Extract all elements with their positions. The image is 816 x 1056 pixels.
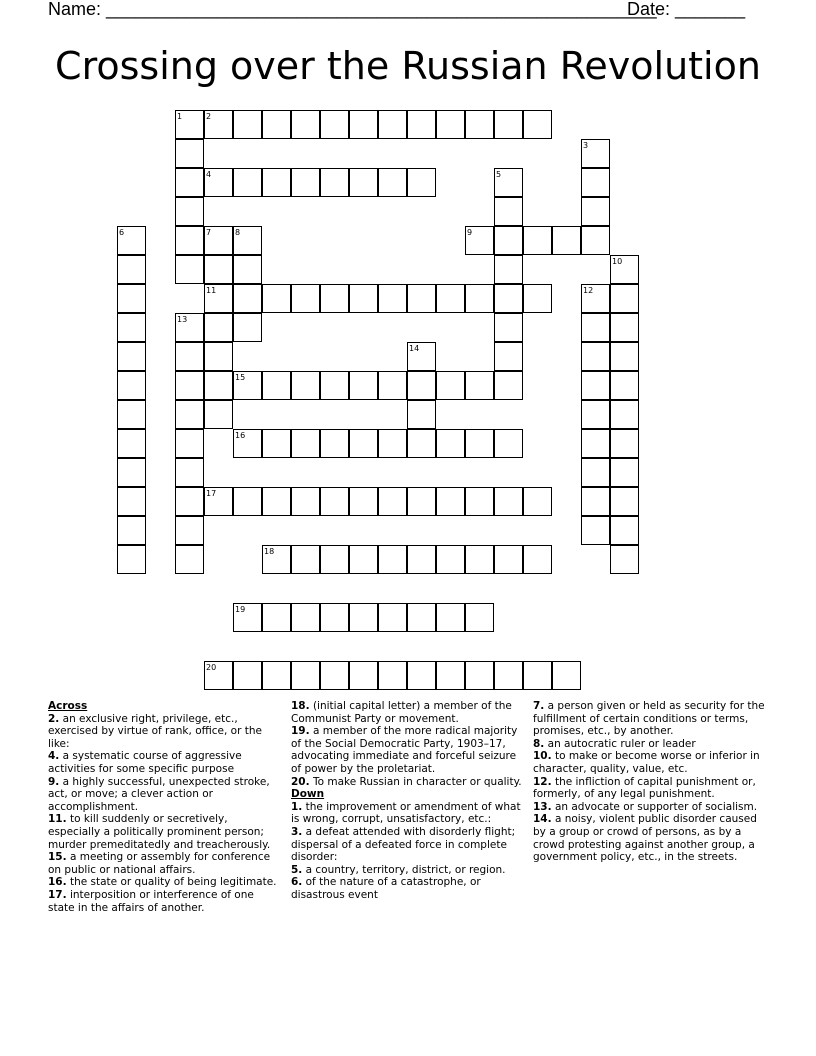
clues-column-1 <box>48 700 280 914</box>
grid-cell[interactable] <box>262 429 291 458</box>
grid-cell[interactable] <box>581 458 610 487</box>
clue-text: to kill suddenly or secretively, especially a politically prominent person; murder premeditatedly and treacherously. <box>48 813 271 851</box>
clue-text: to make or become worse or inferior in character, quality, value, etc. <box>533 750 760 775</box>
grid-cell[interactable] <box>523 661 552 690</box>
grid-cell[interactable] <box>320 110 349 139</box>
clue-number: 4. <box>48 750 60 763</box>
grid-cell[interactable] <box>494 110 523 139</box>
grid-cell[interactable] <box>465 545 494 574</box>
clue-number: 10. <box>533 750 552 763</box>
grid-cell[interactable] <box>175 168 204 197</box>
clues-column-2 <box>291 700 523 902</box>
grid-cell[interactable] <box>581 342 610 371</box>
grid-cell[interactable] <box>581 429 610 458</box>
down-heading: Down <box>291 788 325 801</box>
down-clue <box>291 864 523 877</box>
grid-cell[interactable] <box>552 661 581 690</box>
grid-cell[interactable] <box>320 371 349 400</box>
clue-number-label: 2 <box>206 112 212 121</box>
grid-cell[interactable] <box>117 429 146 458</box>
clue-number-label: 4 <box>206 170 212 179</box>
clue-number: 3. <box>291 825 303 838</box>
grid-cell[interactable] <box>494 284 523 313</box>
clue-number-label: 3 <box>583 141 589 150</box>
grid-cell[interactable] <box>262 661 291 690</box>
grid-cell[interactable] <box>349 110 378 139</box>
grid-cell[interactable] <box>175 139 204 168</box>
clue-number-label: 9 <box>467 228 473 237</box>
clue-number-label: 18 <box>264 547 275 556</box>
grid-cell[interactable] <box>523 545 552 574</box>
down-clue <box>291 876 523 901</box>
grid-cell[interactable] <box>378 487 407 516</box>
grid-cell[interactable] <box>610 400 639 429</box>
clue-number: 18. <box>291 700 310 712</box>
grid-cell[interactable] <box>610 284 639 313</box>
grid-cell[interactable] <box>349 661 378 690</box>
clue-number-label: 7 <box>206 228 212 237</box>
grid-cell[interactable] <box>523 487 552 516</box>
across-clue <box>291 776 523 789</box>
clue-number-label: 17 <box>206 489 217 498</box>
across-clue <box>48 851 280 876</box>
grid-cell[interactable] <box>291 168 320 197</box>
grid-cell[interactable] <box>117 487 146 516</box>
grid-cell[interactable] <box>175 342 204 371</box>
grid-cell[interactable] <box>233 284 262 313</box>
across-clue <box>48 889 280 914</box>
grid-cell[interactable] <box>465 603 494 632</box>
grid-cell[interactable] <box>291 603 320 632</box>
grid-cell[interactable] <box>349 487 378 516</box>
grid-cell[interactable] <box>494 661 523 690</box>
grid-cell[interactable] <box>233 487 262 516</box>
grid-cell[interactable] <box>320 168 349 197</box>
grid-cell[interactable] <box>117 400 146 429</box>
grid-cell[interactable] <box>175 371 204 400</box>
grid-cell[interactable] <box>436 545 465 574</box>
clue-text: the state or quality of being legitimate. <box>66 876 277 889</box>
grid-cell[interactable] <box>465 110 494 139</box>
grid-cell[interactable] <box>378 429 407 458</box>
grid-cell[interactable] <box>378 545 407 574</box>
grid-cell[interactable] <box>407 371 436 400</box>
clue-text: a highly successful, unexpected stroke, act, or move; a clever action or accomplishment. <box>48 775 270 813</box>
clue-text: a member of the more radical majority of the Social Democratic Party, 1903–17, advocating immediate and forceful seizure of power by the proletariat. <box>291 725 518 775</box>
grid-cell[interactable] <box>407 429 436 458</box>
clue-text: an exclusive right, privilege, etc., exercised by virtue of rank, office, or the like: <box>48 712 262 750</box>
clue-text: the improvement or amendment of what is wrong, corrupt, unsatisfactory, etc.: <box>291 800 521 826</box>
clue-number-label: 15 <box>235 373 246 382</box>
grid-cell[interactable] <box>436 371 465 400</box>
across-clue <box>291 725 523 775</box>
grid-cell[interactable] <box>494 545 523 574</box>
grid-cell[interactable] <box>581 313 610 342</box>
clue-text: a noisy, violent public disorder caused by a group or crowd of persons, as by a crowd protesting against another group, a government policy, etc., in the streets. <box>533 813 757 864</box>
grid-cell[interactable] <box>262 284 291 313</box>
clue-number: 5. <box>291 863 303 876</box>
clue-number-label: 14 <box>409 344 420 353</box>
grid-cell[interactable] <box>117 313 146 342</box>
down-clue <box>533 813 769 863</box>
page-title: Crossing over the Russian Revolution <box>55 44 761 88</box>
grid-cell[interactable] <box>494 313 523 342</box>
clue-number: 8. <box>533 737 545 750</box>
grid-cell[interactable] <box>610 516 639 545</box>
grid-cell[interactable] <box>291 371 320 400</box>
clue-number: 12. <box>533 775 552 788</box>
grid-cell[interactable] <box>204 371 233 400</box>
grid-cell[interactable] <box>407 545 436 574</box>
clue-number-label: 13 <box>177 315 188 324</box>
grid-cell[interactable] <box>610 429 639 458</box>
grid-cell[interactable] <box>204 342 233 371</box>
clue-number-label: 6 <box>119 228 125 237</box>
grid-cell[interactable] <box>204 400 233 429</box>
grid-cell[interactable] <box>494 197 523 226</box>
grid-cell[interactable] <box>581 400 610 429</box>
grid-cell[interactable] <box>262 487 291 516</box>
clue-text: a defeat attended with disorderly flight; dispersal of a defeated force in complete disorder: <box>291 825 516 864</box>
clue-number: 7. <box>533 700 545 712</box>
grid-cell[interactable] <box>262 168 291 197</box>
clue-number: 9. <box>48 775 60 788</box>
grid-cell[interactable] <box>581 226 610 255</box>
across-clue <box>291 700 523 725</box>
clue-number-label: 1 <box>177 112 183 121</box>
grid-cell[interactable] <box>117 255 146 284</box>
grid-cell[interactable] <box>494 226 523 255</box>
across-clue <box>48 776 280 814</box>
grid-cell[interactable] <box>523 226 552 255</box>
grid-cell[interactable] <box>175 197 204 226</box>
grid-cell[interactable] <box>407 661 436 690</box>
grid-cell[interactable] <box>407 110 436 139</box>
grid-cell[interactable] <box>378 371 407 400</box>
across-clue <box>48 713 280 751</box>
clue-number-label: 11 <box>206 286 217 295</box>
grid-cell[interactable] <box>436 429 465 458</box>
clue-number-label: 8 <box>235 228 241 237</box>
grid-cell[interactable] <box>407 284 436 313</box>
clue-number: 1. <box>291 800 303 813</box>
grid-cell[interactable] <box>465 487 494 516</box>
grid-cell[interactable] <box>320 661 349 690</box>
clue-number: 6. <box>291 876 303 889</box>
grid-cell[interactable] <box>494 487 523 516</box>
grid-cell[interactable] <box>436 661 465 690</box>
down-clue <box>533 750 769 775</box>
grid-cell[interactable] <box>291 545 320 574</box>
clue-text: a country, territory, district, or region. <box>302 863 506 876</box>
grid-cell[interactable] <box>349 371 378 400</box>
grid-cell[interactable] <box>523 284 552 313</box>
grid-cell[interactable] <box>320 603 349 632</box>
clue-number: 20. <box>291 775 310 788</box>
down-clue <box>533 801 769 814</box>
clue-text: of the nature of a catastrophe, or disastrous event <box>291 876 481 901</box>
clue-text: the infliction of capital punishment or, formerly, of any legal punishment. <box>533 775 756 801</box>
grid-cell[interactable] <box>407 400 436 429</box>
grid-cell[interactable] <box>175 226 204 255</box>
across-heading: Across <box>48 700 88 712</box>
grid-cell[interactable] <box>407 487 436 516</box>
grid-cell[interactable] <box>175 400 204 429</box>
grid-cell[interactable] <box>291 110 320 139</box>
grid-cell[interactable] <box>291 284 320 313</box>
grid-cell[interactable] <box>610 342 639 371</box>
clue-number: 16. <box>48 876 67 889</box>
grid-cell[interactable] <box>117 516 146 545</box>
grid-cell[interactable] <box>262 603 291 632</box>
grid-cell[interactable] <box>581 197 610 226</box>
grid-cell[interactable] <box>436 603 465 632</box>
grid-cell[interactable] <box>610 487 639 516</box>
grid-cell[interactable] <box>291 661 320 690</box>
grid-cell[interactable] <box>291 487 320 516</box>
clue-number: 19. <box>291 725 310 738</box>
clue-number: 2. <box>48 712 60 725</box>
grid-cell[interactable] <box>581 371 610 400</box>
grid-cell[interactable] <box>610 545 639 574</box>
clue-text: an autocratic ruler or leader <box>544 737 696 750</box>
grid-cell[interactable] <box>465 429 494 458</box>
grid-cell[interactable] <box>465 661 494 690</box>
grid-cell[interactable] <box>523 110 552 139</box>
clue-number-label: 19 <box>235 605 246 614</box>
grid-cell[interactable] <box>465 371 494 400</box>
grid-cell[interactable] <box>117 371 146 400</box>
clue-number: 17. <box>48 888 67 901</box>
clue-text: a systematic course of aggressive activities for some specific purpose <box>48 750 242 775</box>
clues-column-3 <box>533 700 769 864</box>
grid-cell[interactable] <box>349 284 378 313</box>
down-clue <box>291 801 523 826</box>
grid-cell[interactable] <box>291 429 320 458</box>
grid-cell[interactable] <box>378 603 407 632</box>
grid-cell[interactable] <box>436 110 465 139</box>
grid-cell[interactable] <box>407 603 436 632</box>
grid-cell[interactable] <box>175 487 204 516</box>
grid-cell[interactable] <box>117 342 146 371</box>
grid-cell[interactable] <box>465 284 494 313</box>
grid-cell[interactable] <box>378 110 407 139</box>
grid-cell[interactable] <box>320 545 349 574</box>
grid-cell[interactable] <box>610 371 639 400</box>
across-clue <box>48 813 280 851</box>
grid-cell[interactable] <box>494 342 523 371</box>
grid-cell[interactable] <box>378 661 407 690</box>
clue-number-label: 5 <box>496 170 502 179</box>
grid-cell[interactable] <box>175 458 204 487</box>
clue-number: 14. <box>533 813 552 826</box>
grid-cell[interactable] <box>175 255 204 284</box>
grid-cell[interactable] <box>494 371 523 400</box>
grid-cell[interactable] <box>378 168 407 197</box>
down-clue <box>533 776 769 801</box>
clue-text: (initial capital letter) a member of the Communist Party or movement. <box>291 700 512 725</box>
grid-cell[interactable] <box>233 255 262 284</box>
grid-cell[interactable] <box>349 603 378 632</box>
grid-cell[interactable] <box>320 429 349 458</box>
grid-cell[interactable] <box>117 284 146 313</box>
grid-cell[interactable] <box>262 371 291 400</box>
down-clue <box>291 826 523 864</box>
grid-cell[interactable] <box>349 168 378 197</box>
grid-cell[interactable] <box>117 458 146 487</box>
grid-cell[interactable] <box>233 168 262 197</box>
down-clue <box>533 738 769 751</box>
grid-cell[interactable] <box>320 487 349 516</box>
grid-cell[interactable] <box>117 545 146 574</box>
down-clue <box>533 700 769 738</box>
grid-cell[interactable] <box>233 313 262 342</box>
clue-text: To make Russian in character or quality. <box>309 775 522 788</box>
clue-number-label: 10 <box>612 257 623 266</box>
grid-cell[interactable] <box>610 458 639 487</box>
clue-number-label: 12 <box>583 286 594 295</box>
grid-cell[interactable] <box>436 284 465 313</box>
clue-text: an advocate or supporter of socialism. <box>551 800 758 813</box>
grid-cell[interactable] <box>378 284 407 313</box>
clue-number-label: 20 <box>206 663 217 672</box>
grid-cell[interactable] <box>436 487 465 516</box>
grid-cell[interactable] <box>262 110 291 139</box>
grid-cell[interactable] <box>581 487 610 516</box>
date-field-label[interactable]: Date: _______ <box>627 0 746 19</box>
grid-cell[interactable] <box>610 313 639 342</box>
grid-cell[interactable] <box>204 313 233 342</box>
grid-cell[interactable] <box>175 516 204 545</box>
grid-cell[interactable] <box>552 226 581 255</box>
clue-number: 15. <box>48 851 67 864</box>
clue-text: a meeting or assembly for conference on public or national affairs. <box>48 851 271 876</box>
across-clue <box>48 750 280 775</box>
grid-cell[interactable] <box>175 429 204 458</box>
grid-cell[interactable] <box>581 516 610 545</box>
clue-number: 11. <box>48 813 67 826</box>
grid-cell[interactable] <box>407 168 436 197</box>
clue-number: 13. <box>533 800 552 813</box>
name-field-label[interactable]: Name: _______________________________________________________ <box>48 0 657 19</box>
grid-cell[interactable] <box>233 661 262 690</box>
grid-cell[interactable] <box>320 284 349 313</box>
clue-text: a person given or held as security for the fulfillment of certain conditions or terms, promises, etc., by another. <box>533 700 765 738</box>
grid-cell[interactable] <box>349 545 378 574</box>
grid-cell[interactable] <box>494 429 523 458</box>
grid-cell[interactable] <box>581 168 610 197</box>
clue-number-label: 16 <box>235 431 246 440</box>
grid-cell[interactable] <box>494 255 523 284</box>
grid-cell[interactable] <box>233 110 262 139</box>
grid-cell[interactable] <box>175 545 204 574</box>
grid-cell[interactable] <box>349 429 378 458</box>
clue-text: interposition or interference of one state in the affairs of another. <box>48 888 254 914</box>
grid-cell[interactable] <box>204 255 233 284</box>
across-clue <box>48 876 280 889</box>
